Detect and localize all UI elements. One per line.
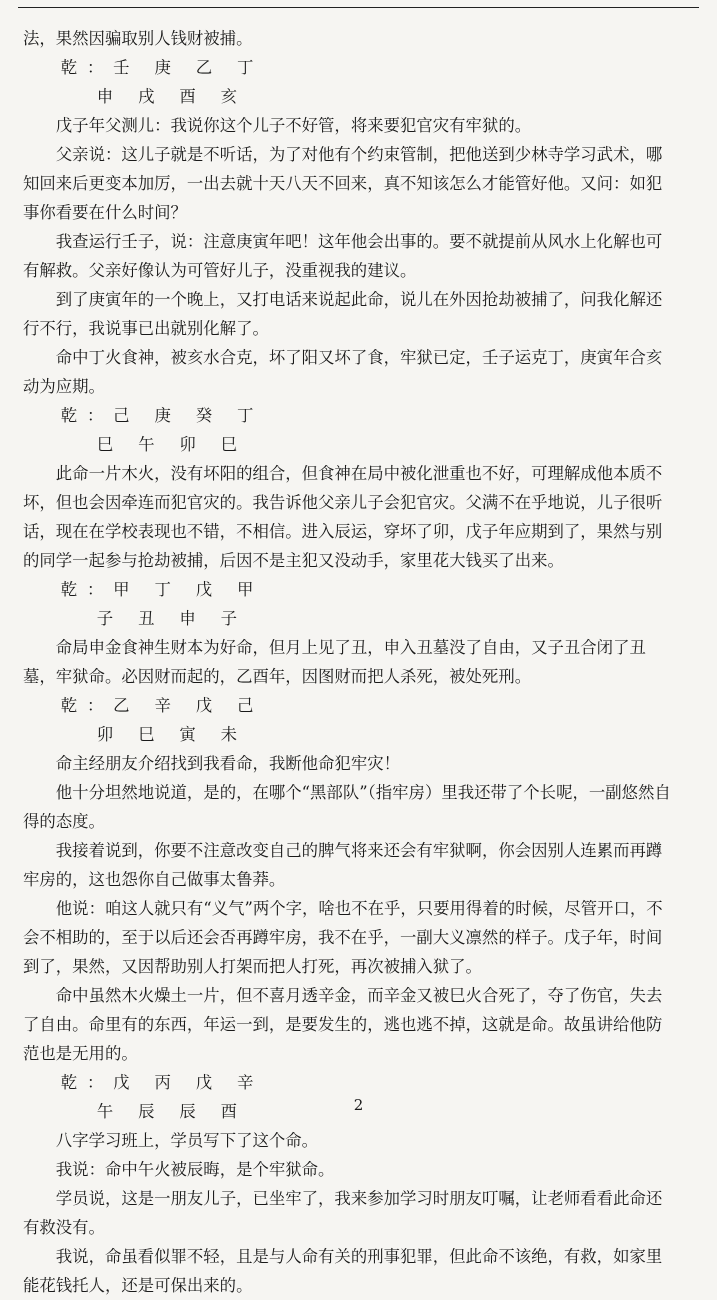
paragraph: 八字学习班上，学员写下了这个命。 <box>55 1131 319 1150</box>
paragraph: 我查运行壬子，说：注意庚寅年吧！这年他会出事的。要不就提前从风水上化解也可有解救。父亲好像认为可管好儿子，没重视我的建议。 <box>23 232 663 280</box>
paragraph: 命主经朋友介绍找到我看命，我断他命犯牢灾！ <box>55 754 400 773</box>
paragraph: 戊子年父测儿：我说你这个儿子不好管，将来要犯官灾有牢狱的。 <box>55 116 532 135</box>
paragraph: 他十分坦然地说道，是的，在哪个“黑部队”（指牢房）里我还带了个长呢，一副悠然自得的态度。 <box>23 783 671 831</box>
page-number: 2 <box>353 1096 364 1114</box>
paragraph: 他说：咱这人就只有“义气”两个字，啥也不在乎，只要用得着的时候，尽管开口，不会不相助的，至于以后还会否再蹲牢房，我不在乎，一副大义凛然的样子。戊子年，时间到了，果然，又因帮助别人打架而把人打死，再次被捕入狱了。 <box>23 899 663 976</box>
bazi-stems-line: 乾：壬 庚 乙 丁 <box>60 58 264 77</box>
bazi-branches-line: 申 戌 酉 亥 <box>96 87 247 106</box>
bazi-stems-line: 乾：乙 辛 戊 己 <box>60 696 264 715</box>
bazi-stems-line: 乾：戊 丙 戊 辛 <box>60 1073 264 1092</box>
paragraph: 法，果然因骗取别人钱财被捕。 <box>23 29 253 48</box>
bazi-branches-line: 午 辰 辰 酉 <box>96 1102 247 1121</box>
paragraph: 命中虽然木火燥土一片，但不喜月透辛金，而辛金又被巳火合死了，夺了伤官，失去了自由。命里有的东西，年运一到，是要发生的，逃也逃不掉，这就是命。故虽讲给他防范也是无用的。 <box>23 986 663 1063</box>
paragraph: 命中丁火食神，被亥水合克，坏了阳又坏了食，牢狱已定，壬子运克丁，庚寅年合亥动为应期。 <box>23 348 663 396</box>
paragraph: 我接着说到，你要不注意改变自己的脾气将来还会有牢狱啊，你会因别人连累而再蹲牢房的，这也怨你自己做事太鲁莽。 <box>23 841 663 889</box>
paragraph: 到了庚寅年的一个晚上，又打电话来说起此命，说儿在外因抢劫被捕了，问我化解还行不行，我说事已出就别化解了。 <box>23 290 663 338</box>
bazi-stems-line: 乾：甲 丁 戊 甲 <box>60 580 264 599</box>
paragraph: 命局申金食神生财本为好命，但月上见了丑，申入丑墓没了自由，又子丑合闭了丑墓，牢狱命。必因财而起的，乙酉年，因图财而把人杀死，被处死刑。 <box>23 638 646 686</box>
paragraph: 我说，命虽看似罪不轻，且是与人命有关的刑事犯罪，但此命不该绝，有救，如家里能花钱托人，还是可保出来的。 <box>23 1247 663 1295</box>
bazi-stems-line: 乾：己 庚 癸 丁 <box>60 406 264 425</box>
bazi-branches-line: 卯 巳 寅 未 <box>96 725 247 744</box>
paragraph: 此命一片木火，没有坏阳的组合，但食神在局中被化泄重也不好，可理解成他本质不坏，但也会因牵连而犯官灾的。我告诉他父亲儿子会犯官灾。父满不在乎地说，儿子很听话，现在在学校表现也不错，不相信。进入辰运，穿坏了卯，戊子年应期到了，果然与别的同学一起参与抢劫被捕，后因不是主犯又没动手，家里花大钱买了出来。 <box>23 464 663 570</box>
bazi-branches-line: 巳 午 卯 巳 <box>96 435 247 454</box>
paragraph: 学员说，这是一朋友儿子，已坐牢了，我来参加学习时朋友叮嘱，让老师看看此命还有救没有。 <box>23 1189 663 1237</box>
top-rule <box>18 7 699 8</box>
bazi-branches-line: 子 丑 申 子 <box>96 609 247 628</box>
paragraph: 我说：命中午火被辰晦，是个牢狱命。 <box>55 1160 335 1179</box>
paragraph: 父亲说：这儿子就是不听话，为了对他有个约束管制，把他送到少林寺学习武术，哪知回来后更变本加厉，一出去就十天八天不回来，真不知该怎么才能管好他。又问：如犯事你看要在什么时间？ <box>23 145 663 222</box>
